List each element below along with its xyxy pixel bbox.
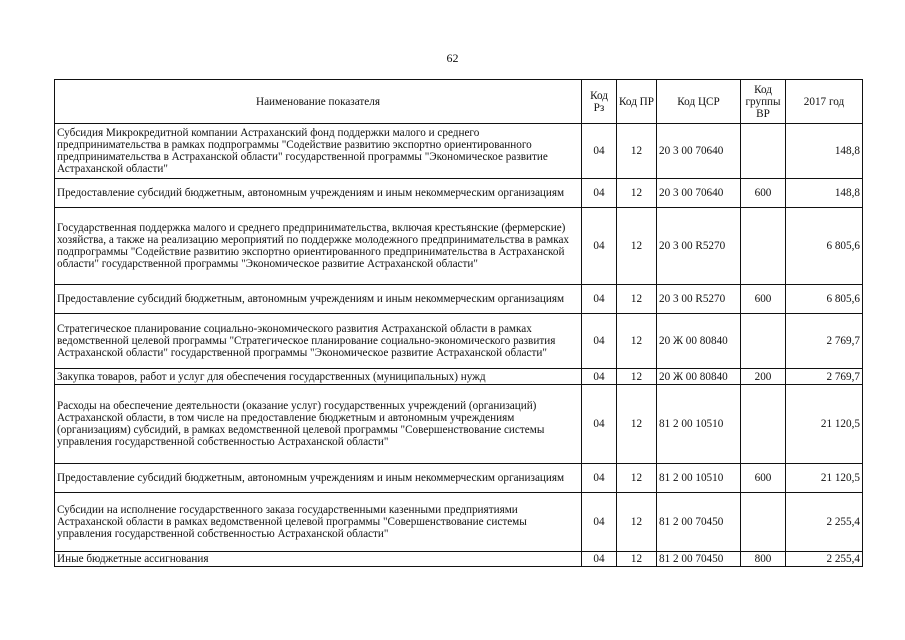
row-csr: 81 2 00 10510 (657, 385, 741, 464)
row-amount: 21 120,5 (786, 385, 863, 464)
row-name: Закупка товаров, работ и услуг для обеспечения государственных (муниципальных) нужд (55, 369, 582, 385)
row-amount: 21 120,5 (786, 464, 863, 493)
row-csr: 81 2 00 10510 (657, 464, 741, 493)
row-vr: 800 (741, 552, 786, 567)
header-vr: Код группы ВР (741, 80, 786, 124)
table-row (55, 314, 863, 369)
row-rz: 04 (582, 385, 617, 464)
row-vr (741, 208, 786, 285)
table-header-row (55, 80, 863, 124)
table-row (55, 493, 863, 552)
row-name: Иные бюджетные ассигнования (55, 552, 582, 567)
row-name: Субсидии на исполнение государственного заказа государственными казенными предприятиями Астраханской области в рамках ведомственной целевой программы "Совершенствование системы управления государственной собственностью Астраханской области" (55, 493, 582, 552)
row-pr: 12 (617, 179, 657, 208)
row-pr: 12 (617, 208, 657, 285)
row-amount: 2 255,4 (786, 552, 863, 567)
row-vr: 600 (741, 179, 786, 208)
row-rz: 04 (582, 179, 617, 208)
row-csr: 20 3 00 70640 (657, 124, 741, 179)
table-row (55, 464, 863, 493)
table-row (55, 385, 863, 464)
header-pr: Код ПР (617, 80, 657, 124)
table-row (55, 208, 863, 285)
row-rz: 04 (582, 285, 617, 314)
row-name: Предоставление субсидий бюджетным, автономным учреждениям и иным некоммерческим организациям (55, 179, 582, 208)
row-pr: 12 (617, 314, 657, 369)
row-rz: 04 (582, 124, 617, 179)
row-amount: 2 769,7 (786, 369, 863, 385)
row-pr: 12 (617, 552, 657, 567)
row-csr: 81 2 00 70450 (657, 552, 741, 567)
row-csr: 81 2 00 70450 (657, 493, 741, 552)
header-rz: Код Рз (582, 80, 617, 124)
row-pr: 12 (617, 464, 657, 493)
table-row (55, 369, 863, 385)
row-amount: 6 805,6 (786, 285, 863, 314)
row-vr: 200 (741, 369, 786, 385)
header-csr: Код ЦСР (657, 80, 741, 124)
page-number: 62 (446, 51, 459, 65)
row-vr: 600 (741, 285, 786, 314)
row-amount: 2 769,7 (786, 314, 863, 369)
row-csr: 20 3 00 R5270 (657, 208, 741, 285)
row-csr: 20 Ж 00 80840 (657, 314, 741, 369)
row-name: Предоставление субсидий бюджетным, автономным учреждениям и иным некоммерческим организациям (55, 285, 582, 314)
row-vr: 600 (741, 464, 786, 493)
row-vr (741, 314, 786, 369)
row-pr: 12 (617, 385, 657, 464)
row-pr: 12 (617, 493, 657, 552)
row-pr: 12 (617, 124, 657, 179)
row-vr (741, 493, 786, 552)
row-vr (741, 124, 786, 179)
row-pr: 12 (617, 285, 657, 314)
header-name: Наименование показателя (55, 80, 582, 124)
table-row (55, 285, 863, 314)
row-rz: 04 (582, 369, 617, 385)
budget-table (54, 79, 863, 567)
row-csr: 20 3 00 70640 (657, 179, 741, 208)
row-amount: 148,8 (786, 179, 863, 208)
row-name: Предоставление субсидий бюджетным, автономным учреждениям и иным некоммерческим организациям (55, 464, 582, 493)
row-rz: 04 (582, 464, 617, 493)
row-rz: 04 (582, 493, 617, 552)
header-year: 2017 год (786, 80, 863, 124)
row-rz: 04 (582, 314, 617, 369)
row-vr (741, 385, 786, 464)
row-amount: 2 255,4 (786, 493, 863, 552)
row-amount: 6 805,6 (786, 208, 863, 285)
row-rz: 04 (582, 208, 617, 285)
table-row (55, 124, 863, 179)
row-amount: 148,8 (786, 124, 863, 179)
row-name: Субсидия Микрокредитной компании Астраханский фонд поддержки малого и среднего предпринимательства в рамках подпрограммы "Содействие развитию экспортно ориентированного предпринимательства в Астраханской области" государственной программы "Экономическое развитие Астраханской области" (55, 124, 582, 179)
row-name: Расходы на обеспечение деятельности (оказание услуг) государственных учреждений (организаций) Астраханской области, в том числе на предоставление бюджетным и автономным учреждениям (организациям) субсидий, в рамках ведомственной целевой программы "Совершенствование системы управления государственной собственностью Астраханской области" (55, 385, 582, 464)
table-row (55, 179, 863, 208)
row-pr: 12 (617, 369, 657, 385)
row-csr: 20 Ж 00 80840 (657, 369, 741, 385)
table-row (55, 552, 863, 567)
row-name: Стратегическое планирование социально-экономического развития Астраханской области в рамках ведомственной целевой программы "Стратегическое планирование социально-экономического развития Астраханской области" государственной программы "Экономическое развитие Астраханской области" (55, 314, 582, 369)
row-rz: 04 (582, 552, 617, 567)
row-csr: 20 3 00 R5270 (657, 285, 741, 314)
row-name: Государственная поддержка малого и среднего предпринимательства, включая крестьянские (фермерские) хозяйства, а также на реализацию мероприятий по поддержке молодежного предпринимательства в рамках подпрограммы "Содействие развитию экспортно ориентированного предпринимательства в Астраханской области" государственной программы "Экономическое развитие Астраханской области" (55, 208, 582, 285)
